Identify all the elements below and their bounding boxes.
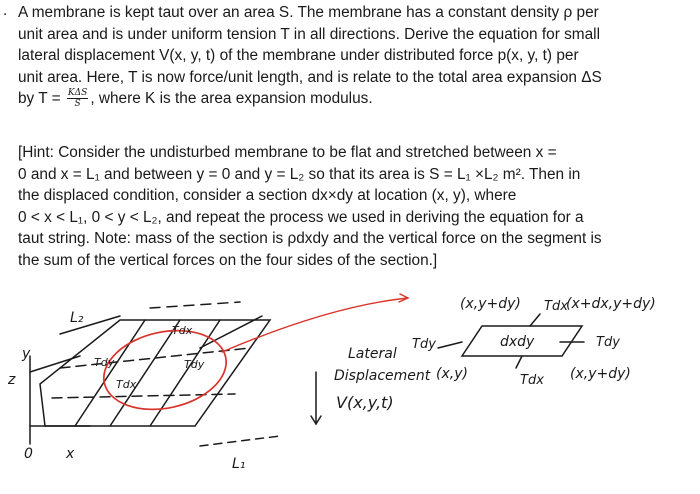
tension-prefix: by T = [18,90,61,107]
hint-line-2: 0 and x = L₁ and between y = 0 and y = L₂ so that its area is S = L₁ ×L₂ m². Then in [18,165,581,183]
fraction-numerator: KΔS [67,88,88,99]
fraction-denominator: S [74,99,81,110]
tension-suffix: , where K is the area expansion modulus. [90,90,373,107]
tdx-bottom-arrow [516,356,522,368]
label-lateral: Lateral [348,346,397,362]
label-l2: L₂ [70,310,84,326]
label-displacement: Displacement [334,368,431,384]
handwritten-sketch [0,276,700,494]
label-y: y [22,346,31,362]
highlight-circle [96,320,233,420]
tdy-left-arrow [438,342,462,348]
l2-dimension [60,316,120,334]
label-dxdy: dxdy [500,334,535,350]
hint-line-4: 0 < x < L₁, 0 < y < L₂, and repeat the process we used in deriving the equation for a [18,208,584,226]
grid-line [60,348,250,368]
label-vxyt: V(x,y,t) [336,393,394,412]
problem-statement [18,2,684,110]
hint-line-5: taut string. Note: mass of the section is ρdxdy and the vertical force on the segment is [18,230,602,247]
problem-line-4: unit area. Here, T is now force/unit length, and is relate to the total area expansion ΔS [18,68,602,86]
y-axis [30,356,80,372]
list-bullet: . [3,2,8,19]
label-tdy-left: Tdy [94,356,115,369]
hint-line-1: [Hint: Consider the undisturbed membrane to be flat and stretched between x = [18,144,557,161]
label-x: x [66,446,75,462]
label-tdx-top: Tdx [172,324,193,337]
callout-line [222,298,408,352]
hint-line-6: the sum of the vertical forces on the four sides of the section.] [18,251,438,269]
grid-line [150,302,240,308]
label-origin: 0 [24,446,33,462]
label-corner-tl: (x,y+dy) [460,296,521,312]
problem-line-2: unit area and is under uniform tension T in all directions. Derive the equation for small [18,25,601,43]
label-zoom-tdy-right: Tdy [596,335,620,350]
hint-block [18,142,684,271]
label-zoom-tdx-bottom: Tdx [520,373,544,388]
label-tdy-right: Tdy [184,358,205,371]
grid-line [75,320,145,426]
tdx-top-arrow [530,314,540,326]
label-corner-bl: (x,y) [436,366,468,382]
label-l1: L₁ [232,456,246,472]
label-zoom-tdx-top: Tdx [544,299,568,314]
grid-line [52,394,235,398]
label-corner-tr: (x+dx,y+dy) [566,296,656,312]
grid-line [200,436,280,446]
label-corner-br: (x,y+dy) [570,366,631,382]
problem-line-5 [18,88,684,110]
hint-line-3: the displaced condition, consider a section dx×dy at location (x, y), where [18,187,517,204]
label-tdx-bottom: Tdx [116,378,137,391]
label-zoom-tdy-left: Tdy [412,337,436,352]
problem-line-3: lateral displacement V(x, y, t) of the membrane under distributed force p(x, y, t) per [18,47,579,64]
tension-fraction [67,88,88,109]
label-z: z [8,372,16,388]
problem-line-1: A membrane is kept taut over an area S. The membrane has a constant density ρ per [18,4,599,21]
